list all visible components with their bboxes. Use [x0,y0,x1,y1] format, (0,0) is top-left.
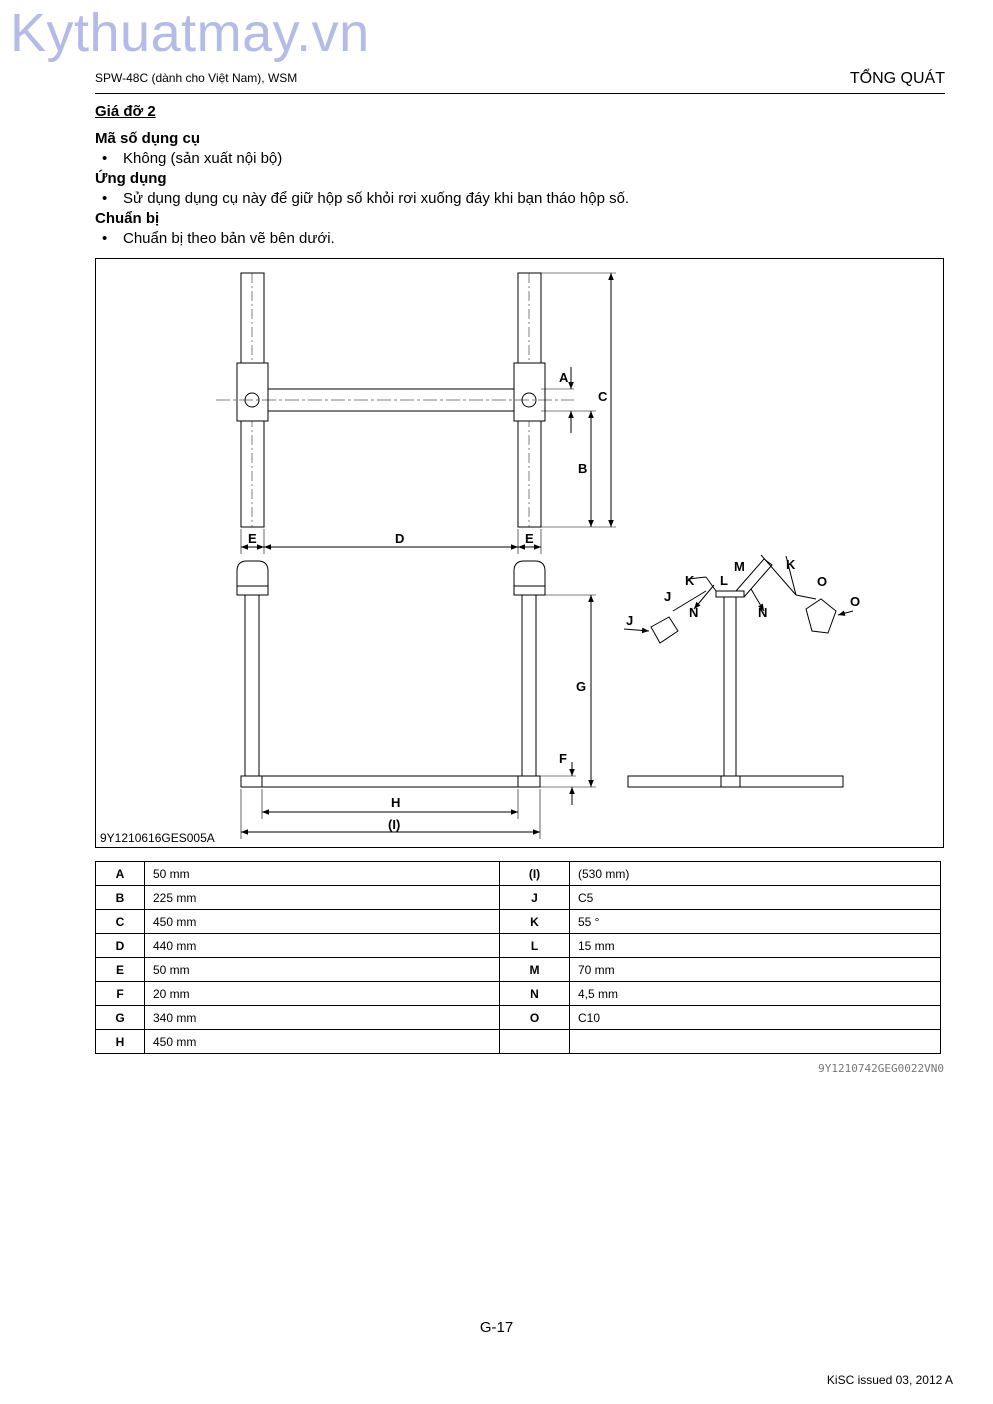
label-k-right: K [786,557,796,572]
page-number: G-17 [479,1319,514,1336]
spec-value: (530 mm) [570,862,941,886]
spec-key: G [96,1006,145,1030]
label-n-right: N [758,605,768,620]
spec-key: B [96,886,145,910]
label-e-right: E [525,531,534,546]
right-cap-front-view [514,561,545,595]
label-a: A [559,370,569,385]
spec-value: C5 [570,886,941,910]
label-l: L [720,573,728,588]
drawing-canvas [96,259,945,849]
application-bullet: • Sử dụng dụng cụ này để giữ hộp số khỏi rơi xuống đáy khi bạn tháo hộp số. [102,190,630,207]
preparation-label: Chuẩn bị [95,210,160,227]
spec-key [500,1030,570,1054]
label-g: G [576,679,587,694]
watermark: Kythuatmay.vn [10,3,370,63]
label-f: F [559,751,567,766]
spec-value: 450 mm [145,1030,500,1054]
header-manual-title: SPW-48C (dành cho Việt Nam), WSM [95,71,298,85]
spec-row [96,1006,941,1030]
application-label: Ứng dụng [95,170,167,187]
tool-code-label: Mã số dụng cụ [95,130,200,147]
spec-key: (I) [500,862,570,886]
spec-key: F [96,982,145,1006]
label-o-right: O [850,594,861,609]
spec-key: K [500,910,570,934]
spec-value: 440 mm [145,934,500,958]
spec-value: 50 mm [145,958,500,982]
spec-key: H [96,1030,145,1054]
label-o-top: O [817,574,828,589]
technical-drawing [95,258,944,848]
spec-table [95,861,941,1054]
right-leg-front-view [522,595,536,776]
preparation-text: Chuẩn bị theo bản vẽ bên dưới. [123,230,335,247]
label-c: C [598,389,608,404]
leg-side-view [724,596,736,776]
label-i: (I) [388,817,401,832]
base-bar-front-view [241,776,540,787]
spec-row [96,958,941,982]
label-j-left: J [626,613,634,628]
spec-value: 70 mm [570,958,941,982]
label-j-top: J [664,589,672,604]
label-n-left: N [689,605,699,620]
header-rule [95,93,945,94]
spec-key: A [96,862,145,886]
spec-value [570,1030,941,1054]
spec-row [96,886,941,910]
spec-value: C10 [570,1006,941,1030]
spec-value: 225 mm [145,886,500,910]
spec-key: O [500,1006,570,1030]
base-bar-side-view [628,776,843,787]
label-b: B [578,461,588,476]
issued-note: KiSC issued 03, 2012 A [826,1373,953,1387]
spec-key: D [96,934,145,958]
spec-key: N [500,982,570,1006]
spec-key: L [500,934,570,958]
tool-code-bullet: • Không (sản xuất nội bộ) [102,150,283,167]
application-text: Sử dụng dụng cụ này để giữ hộp số khỏi rơi xuống đáy khi bạn tháo hộp số. [123,190,630,207]
label-m: M [734,559,745,574]
spec-value: 20 mm [145,982,500,1006]
spec-key: M [500,958,570,982]
tool-code-text: Không (sản xuất nội bộ) [123,150,283,167]
spec-row [96,862,941,886]
spec-key: E [96,958,145,982]
spec-value: 4,5 mm [570,982,941,1006]
label-k-left: K [685,573,695,588]
spec-value: 55 ° [570,910,941,934]
figure-id: 9Y1210616GES005A [100,831,215,845]
spec-value: 50 mm [145,862,500,886]
preparation-bullet: • Chuẩn bị theo bản vẽ bên dưới. [102,230,335,247]
detail-j [651,617,678,643]
spec-row [96,934,941,958]
spec-key: C [96,910,145,934]
left-cap-front-view [237,561,268,595]
header-chapter-title: TỔNG QUÁT [849,70,945,87]
left-leg-front-view [245,595,259,776]
label-e-left: E [248,531,257,546]
section-title: Giá đỡ 2 [95,103,156,120]
spec-value: 15 mm [570,934,941,958]
spec-value: 340 mm [145,1006,500,1030]
label-h: H [391,795,401,810]
spec-key: J [500,886,570,910]
spec-row [96,910,941,934]
spec-row [96,982,941,1006]
spec-row [96,1030,941,1054]
label-d: D [395,531,405,546]
doc-code: 9Y1210742GEG0022VN0 [818,1062,944,1075]
detail-o [806,599,836,633]
spec-value: 450 mm [145,910,500,934]
